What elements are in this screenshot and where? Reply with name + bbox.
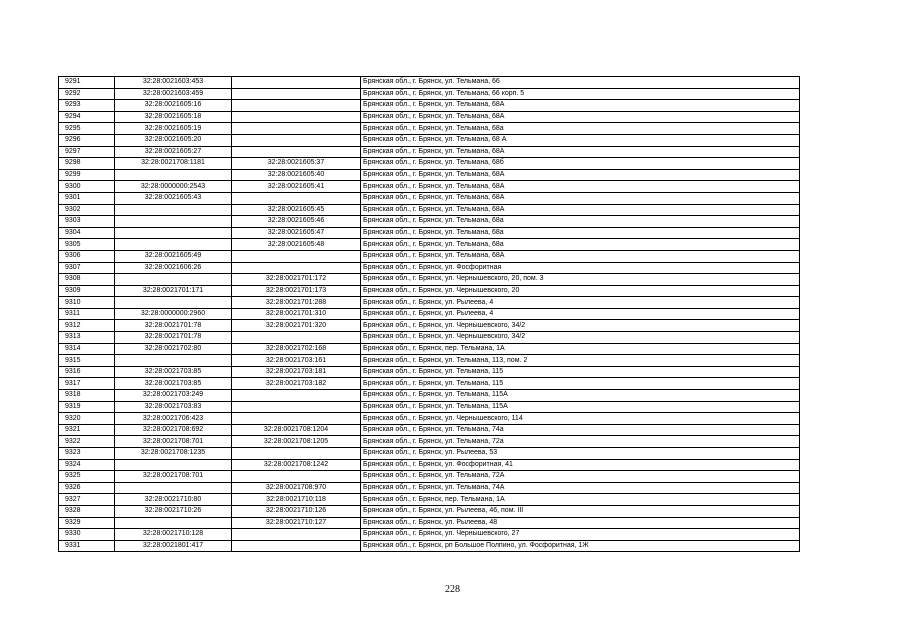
table-row [59, 424, 800, 436]
table-row [59, 77, 800, 89]
table-row [59, 494, 800, 506]
table-row [59, 123, 800, 135]
table-row [59, 239, 800, 251]
row-number-cell: 9305 [59, 239, 115, 251]
row-number-cell: 9324 [59, 459, 115, 471]
table-row [59, 517, 800, 529]
parent-cadastral-number-cell: 32:28:0021605:40 [232, 169, 361, 181]
table-row [59, 250, 800, 262]
row-number-cell: 9322 [59, 436, 115, 448]
address-cell: Брянская обл., г. Брянск, ул. Тельмана, 74А [361, 482, 800, 494]
address-cell: Брянская обл., г. Брянск, ул. Тельмана, 68а [361, 123, 800, 135]
address-cell: Брянская обл., г. Брянск, ул. Тельмана, 68А [361, 250, 800, 262]
table-row [59, 413, 800, 425]
row-number-cell: 9318 [59, 390, 115, 402]
cadastral-number-cell: 32:28:0000000:2543 [115, 181, 232, 193]
parent-cadastral-number-cell [232, 413, 361, 425]
row-number-cell: 9309 [59, 285, 115, 297]
parent-cadastral-number-cell [232, 332, 361, 344]
parent-cadastral-number-cell [232, 401, 361, 413]
table-row [59, 111, 800, 123]
parent-cadastral-number-cell: 32:28:0021708:1205 [232, 436, 361, 448]
row-number-cell: 9321 [59, 424, 115, 436]
table-row [59, 192, 800, 204]
parent-cadastral-number-cell: 32:28:0021701:172 [232, 274, 361, 286]
row-number-cell: 9315 [59, 355, 115, 367]
address-cell: Брянская обл., г. Брянск, ул. Рылеева, 53 [361, 448, 800, 460]
address-cell: Брянская обл., г. Брянск, ул. Тельмана, 115А [361, 401, 800, 413]
cadastral-number-cell: 32:28:0021603:453 [115, 77, 232, 89]
parent-cadastral-number-cell [232, 100, 361, 112]
row-number-cell: 9291 [59, 77, 115, 89]
table-row [59, 332, 800, 344]
cadastral-number-cell: 32:28:0021703:83 [115, 401, 232, 413]
cadastral-number-cell [115, 204, 232, 216]
address-cell: Брянская обл., г. Брянск, ул. Тельмана, 68А [361, 100, 800, 112]
row-number-cell: 9297 [59, 146, 115, 158]
address-cell: Брянская обл., г. Брянск, ул. Тельмана, 68б [361, 158, 800, 170]
table-row [59, 134, 800, 146]
parent-cadastral-number-cell: 32:28:0021708:1242 [232, 459, 361, 471]
table-row [59, 459, 800, 471]
cadastral-number-cell [115, 274, 232, 286]
cadastral-number-cell: 32:28:0021708:1181 [115, 158, 232, 170]
address-cell: Брянская обл., г. Брянск, ул. Тельмана, 66 [361, 77, 800, 89]
address-cell: Брянская обл., г. Брянск, ул. Чернышевского, 114 [361, 413, 800, 425]
address-cell: Брянская обл., г. Брянск, ул. Тельмана, 115 [361, 378, 800, 390]
parent-cadastral-number-cell: 32:28:0021703:181 [232, 366, 361, 378]
page-number: 228 [445, 584, 460, 595]
row-number-cell: 9320 [59, 413, 115, 425]
table-row [59, 88, 800, 100]
cadastral-number-cell: 32:28:0021708:701 [115, 436, 232, 448]
row-number-cell: 9298 [59, 158, 115, 170]
parent-cadastral-number-cell [232, 390, 361, 402]
row-number-cell: 9327 [59, 494, 115, 506]
cadastral-number-cell: 32:28:0021701:78 [115, 332, 232, 344]
parent-cadastral-number-cell: 32:28:0021701:320 [232, 320, 361, 332]
cadastral-number-cell: 32:28:0021605:16 [115, 100, 232, 112]
parent-cadastral-number-cell: 32:28:0021710:127 [232, 517, 361, 529]
table-row [59, 227, 800, 239]
address-cell: Брянская обл., г. Брянск, пер. Тельмана, 1А [361, 494, 800, 506]
cadastral-number-cell [115, 517, 232, 529]
address-cell: Брянская обл., г. Брянск, ул. Рылеева, 4 [361, 308, 800, 320]
parent-cadastral-number-cell [232, 146, 361, 158]
address-cell: Брянская обл., г. Брянск, ул. Рылеева, 46, пом. III [361, 505, 800, 517]
parent-cadastral-number-cell [232, 540, 361, 552]
parent-cadastral-number-cell: 32:28:0021605:46 [232, 216, 361, 228]
parent-cadastral-number-cell: 32:28:0021701:173 [232, 285, 361, 297]
table-row [59, 448, 800, 460]
cadastral-number-cell: 32:28:0021703:249 [115, 390, 232, 402]
row-number-cell: 9311 [59, 308, 115, 320]
cadastral-number-cell: 32:28:0021710:80 [115, 494, 232, 506]
cadastral-number-cell [115, 482, 232, 494]
row-number-cell: 9304 [59, 227, 115, 239]
cadastral-number-cell: 32:28:0021801:417 [115, 540, 232, 552]
table-row [59, 436, 800, 448]
table-row [59, 505, 800, 517]
parent-cadastral-number-cell: 32:28:0021605:47 [232, 227, 361, 239]
table-row [59, 529, 800, 541]
address-cell: Брянская обл., г. Брянск, ул. Тельмана, 68 А [361, 134, 800, 146]
address-cell: Брянская обл., г. Брянск, ул. Чернышевского, 20 [361, 285, 800, 297]
address-cell: Брянская обл., г. Брянск, ул. Фосфоритная [361, 262, 800, 274]
address-cell: Брянская обл., г. Брянск, ул. Тельмана, 72а [361, 436, 800, 448]
cadastral-number-cell: 32:28:0021708:701 [115, 471, 232, 483]
row-number-cell: 9331 [59, 540, 115, 552]
parent-cadastral-number-cell [232, 448, 361, 460]
table-row [59, 482, 800, 494]
address-cell: Брянская обл., г. Брянск, ул. Рылеева, 4 [361, 297, 800, 309]
table-row [59, 540, 800, 552]
row-number-cell: 9312 [59, 320, 115, 332]
row-number-cell: 9329 [59, 517, 115, 529]
row-number-cell: 9296 [59, 134, 115, 146]
address-cell: Брянская обл., г. Брянск, ул. Тельмана, 115 [361, 366, 800, 378]
row-number-cell: 9292 [59, 88, 115, 100]
row-number-cell: 9317 [59, 378, 115, 390]
address-cell: Брянская обл., г. Брянск, ул. Чернышевского, 34/2 [361, 332, 800, 344]
address-cell: Брянская обл., г. Брянск, ул. Рылеева, 48 [361, 517, 800, 529]
table-row [59, 204, 800, 216]
address-cell: Брянская обл., г. Брянск, ул. Тельмана, 68А [361, 181, 800, 193]
address-cell: Брянская обл., г. Брянск, ул. Тельмана, 72А [361, 471, 800, 483]
cadastral-number-cell: 32:28:0021603:459 [115, 88, 232, 100]
cadastral-number-cell [115, 169, 232, 181]
cadastral-number-cell: 32:28:0021703:85 [115, 378, 232, 390]
row-number-cell: 9323 [59, 448, 115, 460]
parent-cadastral-number-cell [232, 262, 361, 274]
parent-cadastral-number-cell: 32:28:0021703:161 [232, 355, 361, 367]
row-number-cell: 9325 [59, 471, 115, 483]
table-row [59, 355, 800, 367]
row-number-cell: 9293 [59, 100, 115, 112]
row-number-cell: 9328 [59, 505, 115, 517]
parent-cadastral-number-cell [232, 192, 361, 204]
row-number-cell: 9319 [59, 401, 115, 413]
cadastral-number-cell: 32:28:0021702:80 [115, 343, 232, 355]
table-row [59, 343, 800, 355]
table-row [59, 100, 800, 112]
parent-cadastral-number-cell [232, 250, 361, 262]
parent-cadastral-number-cell: 32:28:0021605:37 [232, 158, 361, 170]
row-number-cell: 9295 [59, 123, 115, 135]
address-cell: Брянская обл., г. Брянск, ул. Тельмана, 68А [361, 169, 800, 181]
row-number-cell: 9308 [59, 274, 115, 286]
table-row [59, 262, 800, 274]
table-row [59, 285, 800, 297]
cadastral-number-cell: 32:28:0021606:26 [115, 262, 232, 274]
cadastral-number-cell [115, 459, 232, 471]
address-cell: Брянская обл., г. Брянск, пер. Тельмана, 1А [361, 343, 800, 355]
parent-cadastral-number-cell: 32:28:0021605:41 [232, 181, 361, 193]
table-row [59, 401, 800, 413]
address-cell: Брянская обл., г. Брянск, рп Большое Полпино, ул. Фосфоритная, 1Ж [361, 540, 800, 552]
parent-cadastral-number-cell: 32:28:0021605:45 [232, 204, 361, 216]
row-number-cell: 9316 [59, 366, 115, 378]
parent-cadastral-number-cell [232, 529, 361, 541]
row-number-cell: 9299 [59, 169, 115, 181]
cadastral-number-cell: 32:28:0021701:78 [115, 320, 232, 332]
row-number-cell: 9294 [59, 111, 115, 123]
parent-cadastral-number-cell [232, 134, 361, 146]
cadastral-number-cell: 32:28:0021708:692 [115, 424, 232, 436]
cadastral-number-cell: 32:28:0021701:171 [115, 285, 232, 297]
row-number-cell: 9313 [59, 332, 115, 344]
table-row [59, 378, 800, 390]
parent-cadastral-number-cell: 32:28:0021710:126 [232, 505, 361, 517]
address-cell: Брянская обл., г. Брянск, ул. Фосфоритная, 41 [361, 459, 800, 471]
address-cell: Брянская обл., г. Брянск, ул. Чернышевского, 27 [361, 529, 800, 541]
cadastral-number-cell: 32:28:0000000:2960 [115, 308, 232, 320]
table-row [59, 216, 800, 228]
parent-cadastral-number-cell [232, 88, 361, 100]
registry-table-body [59, 77, 800, 552]
table-row [59, 308, 800, 320]
table-row [59, 390, 800, 402]
cadastral-number-cell: 32:28:0021605:20 [115, 134, 232, 146]
row-number-cell: 9306 [59, 250, 115, 262]
address-cell: Брянская обл., г. Брянск, ул. Тельмана, 68А [361, 146, 800, 158]
row-number-cell: 9326 [59, 482, 115, 494]
parent-cadastral-number-cell: 32:28:0021708:970 [232, 482, 361, 494]
cadastral-number-cell [115, 355, 232, 367]
address-cell: Брянская обл., г. Брянск, ул. Тельмана, 68а [361, 227, 800, 239]
address-cell: Брянская обл., г. Брянск, ул. Тельмана, 68А [361, 204, 800, 216]
parent-cadastral-number-cell: 32:28:0021702:168 [232, 343, 361, 355]
cadastral-number-cell: 32:28:0021605:18 [115, 111, 232, 123]
cadastral-number-cell: 32:28:0021708:1235 [115, 448, 232, 460]
row-number-cell: 9310 [59, 297, 115, 309]
table-row [59, 320, 800, 332]
cadastral-number-cell: 32:28:0021605:49 [115, 250, 232, 262]
table-row [59, 471, 800, 483]
parent-cadastral-number-cell: 32:28:0021701:310 [232, 308, 361, 320]
address-cell: Брянская обл., г. Брянск, ул. Тельмана, 68А [361, 192, 800, 204]
address-cell: Брянская обл., г. Брянск, ул. Тельмана, 68а [361, 239, 800, 251]
parent-cadastral-number-cell: 32:28:0021605:48 [232, 239, 361, 251]
row-number-cell: 9330 [59, 529, 115, 541]
cadastral-number-cell: 32:28:0021703:85 [115, 366, 232, 378]
row-number-cell: 9301 [59, 192, 115, 204]
parent-cadastral-number-cell [232, 123, 361, 135]
address-cell: Брянская обл., г. Брянск, ул. Чернышевского, 20, пом. 3 [361, 274, 800, 286]
table-row [59, 169, 800, 181]
cadastral-number-cell: 32:28:0021706:423 [115, 413, 232, 425]
table-row [59, 181, 800, 193]
cadastral-number-cell: 32:28:0021605:43 [115, 192, 232, 204]
cadastral-number-cell: 32:28:0021605:27 [115, 146, 232, 158]
address-cell: Брянская обл., г. Брянск, ул. Тельмана, 68А [361, 111, 800, 123]
address-cell: Брянская обл., г. Брянск, ул. Тельмана, 113, пом. 2 [361, 355, 800, 367]
property-registry-table [58, 76, 800, 552]
address-cell: Брянская обл., г. Брянск, ул. Тельмана, 74а [361, 424, 800, 436]
parent-cadastral-number-cell: 32:28:0021708:1204 [232, 424, 361, 436]
cadastral-number-cell: 32:28:0021605:19 [115, 123, 232, 135]
cadastral-number-cell: 32:28:0021710:26 [115, 505, 232, 517]
cadastral-number-cell [115, 297, 232, 309]
address-cell: Брянская обл., г. Брянск, ул. Тельмана, 115А [361, 390, 800, 402]
cadastral-number-cell [115, 227, 232, 239]
parent-cadastral-number-cell [232, 471, 361, 483]
parent-cadastral-number-cell [232, 111, 361, 123]
cadastral-number-cell [115, 239, 232, 251]
row-number-cell: 9300 [59, 181, 115, 193]
table-row [59, 274, 800, 286]
table-row [59, 297, 800, 309]
parent-cadastral-number-cell [232, 77, 361, 89]
parent-cadastral-number-cell: 32:28:0021701:288 [232, 297, 361, 309]
address-cell: Брянская обл., г. Брянск, ул. Чернышевского, 34/2 [361, 320, 800, 332]
address-cell: Брянская обл., г. Брянск, ул. Тельмана, 68а [361, 216, 800, 228]
row-number-cell: 9314 [59, 343, 115, 355]
table-row [59, 146, 800, 158]
row-number-cell: 9307 [59, 262, 115, 274]
row-number-cell: 9303 [59, 216, 115, 228]
parent-cadastral-number-cell: 32:28:0021703:182 [232, 378, 361, 390]
table-row [59, 366, 800, 378]
parent-cadastral-number-cell: 32:28:0021710:118 [232, 494, 361, 506]
cadastral-number-cell [115, 216, 232, 228]
cadastral-number-cell: 32:28:0021710:128 [115, 529, 232, 541]
row-number-cell: 9302 [59, 204, 115, 216]
address-cell: Брянская обл., г. Брянск, ул. Тельмана, 66 корп. 5 [361, 88, 800, 100]
table-row [59, 158, 800, 170]
